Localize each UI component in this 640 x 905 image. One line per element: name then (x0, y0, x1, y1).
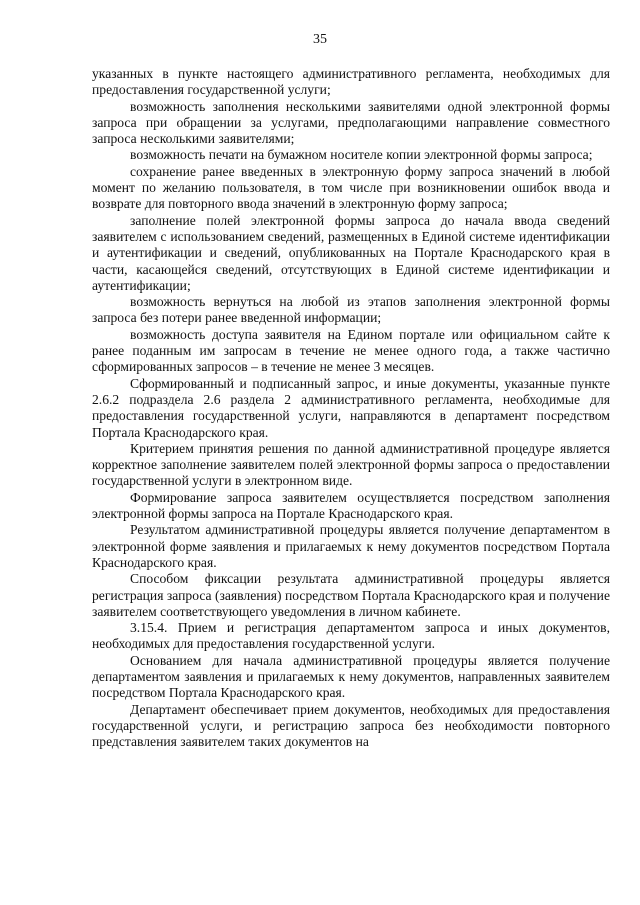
paragraph-4: сохранение ранее введенных в электронную форму запроса значений в любой момент по желанию пользователя, в том числе при возникновении ошибок ввода и возврате для повторного ввода значений в электронную форму запроса; (92, 163, 610, 212)
page-number: 35 (313, 32, 327, 47)
paragraph-10: Формирование запроса заявителем осуществляется посредством заполнения электронной формы запроса на Портале Краснодарского края. (92, 489, 610, 522)
paragraph-3: возможность печати на бумажном носителе копии электронной формы запроса; (130, 147, 593, 163)
paragraph-1: указанных в пункте настоящего административного регламента, необходимых для предоставления государственной услуги; (92, 66, 610, 98)
paragraph-2: возможность заполнения несколькими заявителями одной электронной формы запроса при обращении за услугами, предполагающими направление совместного запроса несколькими заявителями; (92, 98, 610, 147)
document-body (92, 66, 610, 750)
paragraph-6: возможность вернуться на любой из этапов заполнения электронной формы запроса без потери ранее введенной информации; (92, 294, 610, 326)
paragraph-8: Сформированный и подписанный запрос, и иные документы, указанные пункте 2.6.2 подраздела 2.6 раздела 2 административного регламента, необходимые для предоставления государственной услуги, направляются в департамент посредством Портала Краснодарского края. (92, 375, 610, 440)
paragraph-14: Основанием для начала административной процедуры является получение департаментом заявления и прилагаемых к нему документов, направленных заявителем посредством Портала Краснодарского края. (92, 652, 610, 701)
paragraph-5: заполнение полей электронной формы запроса до начала ввода сведений заявителем с использованием сведений, размещенных в Единой системе идентификации и аутентификации и сведений, опубликованных на Портале Краснодарского края в части, касающейся сведений, отсутствующих в Единой системе идентификации и аутентификации; (92, 212, 610, 293)
paragraph-12: Способом фиксации результата административной процедуры является регистрация запроса (заявления) посредством Портала Краснодарского края и получение заявителем соответствующего уведомления в личном кабинете. (92, 571, 610, 619)
paragraph-11: Результатом административной процедуры является получение департаментом в электронной форме заявления и прилагаемых к нему документов посредством Портала Краснодарского края. (92, 522, 610, 570)
paragraph-15: Департамент обеспечивает прием документов, необходимых для предоставления государственной услуги, и регистрацию запроса без необходимости повторного представления заявителем таких документов на (92, 701, 610, 750)
section-heading-3-15-4: 3.15.4. Прием и регистрация департаментом запроса и иных документов, необходимых для предоставления государственной услуги. (92, 620, 610, 652)
paragraph-9: Критерием принятия решения по данной административной процедуре является корректное заполнение заявителем полей электронной формы запроса о предоставлении государственной услуги в электронном виде. (92, 440, 610, 489)
paragraph-7: возможность доступа заявителя на Едином портале или официальном сайте к ранее поданным им запросам в течение не менее одного года, а также частично сформированных запросов – в течение не менее 3 месяцев. (92, 326, 610, 375)
